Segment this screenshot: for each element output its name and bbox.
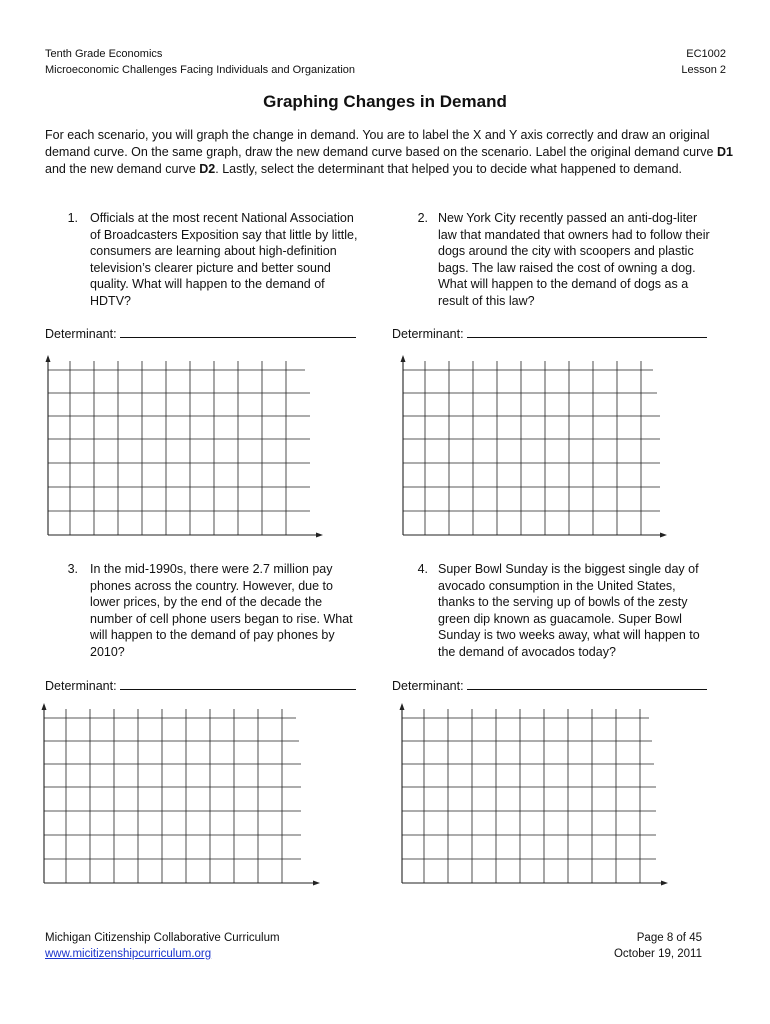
determinant-1-answer-line[interactable] [120,325,356,338]
graph-2[interactable] [395,355,680,545]
header-unit: Microeconomic Challenges Facing Individuals and Organization [45,64,355,76]
graph-2-x-arrow-icon [660,533,667,538]
instructions-part-2: and the new demand curve [45,162,200,176]
graph-4-y-arrow-icon [400,703,405,710]
graph-1[interactable] [40,355,325,545]
question-2-text: New York City recently passed an anti-dog-liter law that mandated that owners had to follow their dogs around the city with scoopers and plastic bags. The law raised the cost of owning a dog. What will happen to the demand of dogs as a result of this law? [438,211,710,308]
question-4-text: Super Bowl Sunday is the biggest single day of avocado consumption in the United States, thanks to the serving up of bowls of the zesty green dip known as guacamole. Super Bowl Sunday is two weeks away, what will happen to the demand of avocados today? [438,562,700,659]
header-course: Tenth Grade Economics [45,48,163,60]
determinant-4-label: Determinant: [392,679,464,693]
question-2-number: 2. [417,211,428,225]
header-lesson: Lesson 2 [681,64,726,76]
footer-url-link[interactable]: www.micitizenshipcurriculum.org [45,948,212,960]
question-3-text: In the mid-1990s, there were 2.7 million pay phones across the country. However, due to lower prices, by the end of the decade the number of cell phone users began to rise. What will happen to the demand of pay phones by 2010? [90,562,353,659]
question-1-number: 1. [67,211,78,225]
graph-1-x-arrow-icon [316,533,323,538]
instructions-part-1: For each scenario, you will graph the change in demand. You are to label the X and Y axis correctly and draw an original demand curve. On the same graph, draw the new demand curve based on the scenario. Label the original demand curve [45,128,717,159]
graph-2-grid [403,361,660,535]
determinant-1-label: Determinant: [45,327,117,341]
graph-4[interactable] [394,703,679,893]
graph-4-grid [402,709,656,883]
determinant-4-answer-line[interactable] [467,677,707,690]
graph-3-x-arrow-icon [313,881,320,886]
question-1-text: Officials at the most recent National Association of Broadcasters Exposition say that little by little, consumers are learning about high-definition television’s clearer picture and better sound quality. What will happen to the demand of HDTV? [90,211,358,308]
label-d1: D1 [716,145,733,159]
instructions-part-3: . Lastly, select the determinant that helped you to decide what happened to demand. [215,162,683,176]
graph-3-grid [44,709,301,883]
question-3-number: 3. [67,562,78,576]
footer-page-number: Page 8 of 45 [636,932,702,944]
graph-3-y-arrow-icon [42,703,47,710]
determinant-3-label: Determinant: [45,679,117,693]
graph-3[interactable] [36,703,321,893]
determinant-4 [392,677,707,693]
determinant-3-answer-line[interactable] [120,677,356,690]
determinant-2-answer-line[interactable] [467,325,707,338]
instructions-paragraph [45,127,735,178]
determinant-1 [45,325,356,341]
graph-1-grid [48,361,310,535]
footer-org: Michigan Citizenship Collaborative Curriculum [45,932,280,944]
label-d2: D2 [199,162,216,176]
footer-date: October 19, 2011 [613,948,702,960]
header-code: EC1002 [686,48,726,60]
determinant-3 [45,677,356,693]
question-4-number: 4. [417,562,428,576]
graph-4-x-arrow-icon [661,881,668,886]
determinant-2 [392,325,707,341]
graph-1-y-arrow-icon [46,355,51,362]
determinant-2-label: Determinant: [392,327,464,341]
page-title: Graphing Changes in Demand [263,92,507,111]
graph-2-y-arrow-icon [401,355,406,362]
